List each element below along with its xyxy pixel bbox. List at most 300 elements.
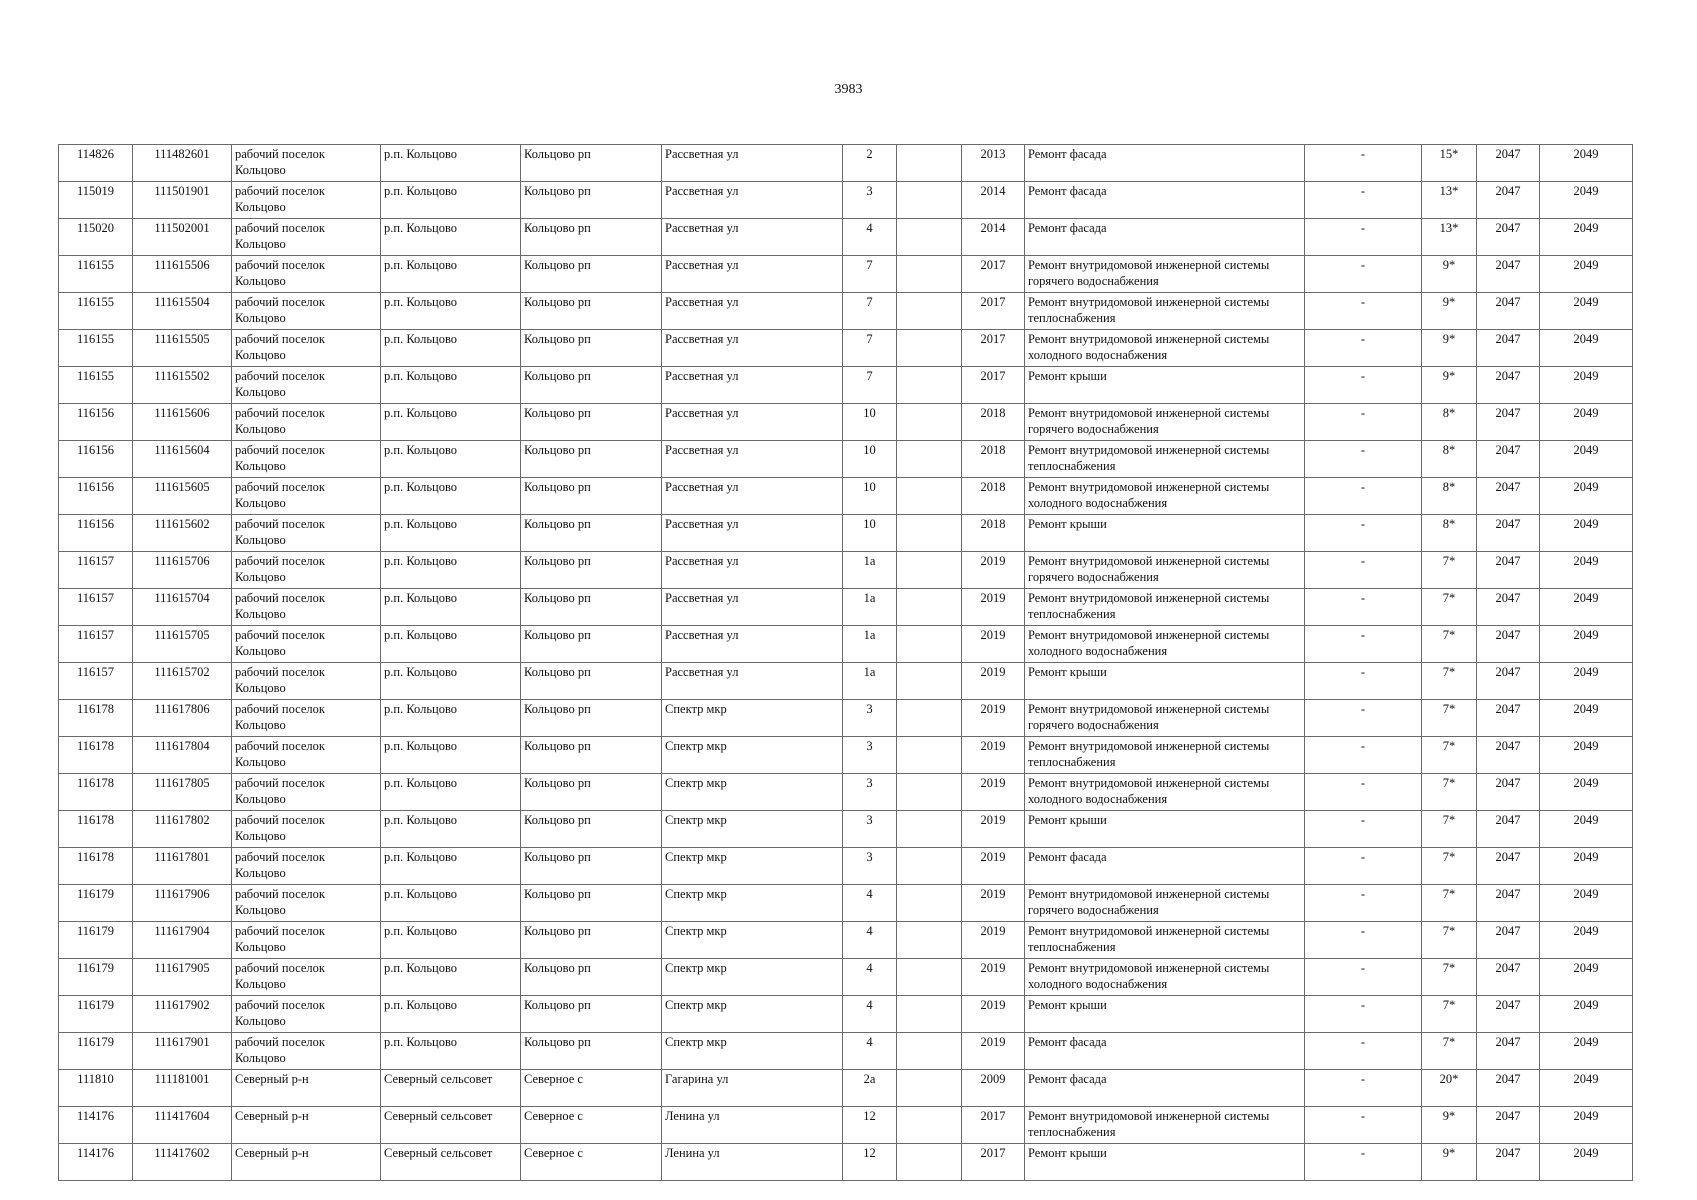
cell-year-from: 2047 xyxy=(1477,737,1540,774)
cell-year-from: 2047 xyxy=(1477,145,1540,182)
cell-period: 7* xyxy=(1422,848,1477,885)
cell-locality: Кольцово рп xyxy=(521,404,662,441)
cell-year: 2019 xyxy=(962,848,1025,885)
cell-year-to: 2049 xyxy=(1540,774,1633,811)
cell-locality: Кольцово рп xyxy=(521,922,662,959)
cell-dash: - xyxy=(1305,1070,1422,1107)
table-row xyxy=(59,1033,1633,1070)
cell-year-from: 2047 xyxy=(1477,367,1540,404)
cell-house-number: 10 xyxy=(843,515,897,552)
cell-street: Рассветная ул xyxy=(662,552,843,589)
cell-dash: - xyxy=(1305,552,1422,589)
cell-district: рабочий поселок Кольцово xyxy=(232,737,381,774)
cell-house-number: 4 xyxy=(843,219,897,256)
cell-year: 2019 xyxy=(962,959,1025,996)
cell-blank xyxy=(897,330,962,367)
cell-locality: Кольцово рп xyxy=(521,515,662,552)
cell-record-id: 111617901 xyxy=(133,1033,232,1070)
cell-record-id: 111617906 xyxy=(133,885,232,922)
cell-house-number: 4 xyxy=(843,885,897,922)
cell-dash: - xyxy=(1305,663,1422,700)
cell-year-to: 2049 xyxy=(1540,404,1633,441)
cell-blank xyxy=(897,367,962,404)
cell-settlement: р.п. Кольцово xyxy=(381,959,521,996)
cell-year: 2014 xyxy=(962,182,1025,219)
cell-year-to: 2049 xyxy=(1540,145,1633,182)
cell-district: рабочий поселок Кольцово xyxy=(232,700,381,737)
cell-house-number: 3 xyxy=(843,182,897,219)
cell-settlement: Северный сельсовет xyxy=(381,1070,521,1107)
cell-settlement: р.п. Кольцово xyxy=(381,367,521,404)
cell-work-type: Ремонт фасада xyxy=(1025,1070,1305,1107)
cell-year-to: 2049 xyxy=(1540,626,1633,663)
cell-record-id: 111615702 xyxy=(133,663,232,700)
cell-locality: Северное с xyxy=(521,1070,662,1107)
cell-work-type: Ремонт внутридомовой инженерной системы холодного водоснабжения xyxy=(1025,959,1305,996)
cell-house-number: 3 xyxy=(843,848,897,885)
cell-house-id: 116156 xyxy=(59,404,133,441)
cell-year: 2014 xyxy=(962,219,1025,256)
cell-settlement: р.п. Кольцово xyxy=(381,182,521,219)
cell-locality: Кольцово рп xyxy=(521,959,662,996)
cell-year: 2013 xyxy=(962,145,1025,182)
table-row xyxy=(59,885,1633,922)
cell-dash: - xyxy=(1305,626,1422,663)
cell-settlement: р.п. Кольцово xyxy=(381,922,521,959)
cell-blank xyxy=(897,626,962,663)
cell-year: 2019 xyxy=(962,700,1025,737)
cell-year-to: 2049 xyxy=(1540,219,1633,256)
cell-year-to: 2049 xyxy=(1540,663,1633,700)
cell-year-from: 2047 xyxy=(1477,663,1540,700)
cell-blank xyxy=(897,1107,962,1144)
cell-house-id: 116179 xyxy=(59,959,133,996)
cell-year-from: 2047 xyxy=(1477,1070,1540,1107)
cell-dash: - xyxy=(1305,996,1422,1033)
cell-period: 7* xyxy=(1422,589,1477,626)
cell-house-id: 116157 xyxy=(59,626,133,663)
cell-street: Спектр мкр xyxy=(662,774,843,811)
cell-work-type: Ремонт внутридомовой инженерной системы горячего водоснабжения xyxy=(1025,552,1305,589)
cell-year: 2019 xyxy=(962,626,1025,663)
cell-district: рабочий поселок Кольцово xyxy=(232,811,381,848)
cell-year: 2019 xyxy=(962,774,1025,811)
cell-district: рабочий поселок Кольцово xyxy=(232,219,381,256)
cell-year-to: 2049 xyxy=(1540,700,1633,737)
cell-record-id: 111615505 xyxy=(133,330,232,367)
cell-street: Рассветная ул xyxy=(662,441,843,478)
cell-record-id: 111617805 xyxy=(133,774,232,811)
cell-district: рабочий поселок Кольцово xyxy=(232,552,381,589)
cell-dash: - xyxy=(1305,774,1422,811)
cell-dash: - xyxy=(1305,404,1422,441)
cell-period: 7* xyxy=(1422,996,1477,1033)
cell-year-from: 2047 xyxy=(1477,404,1540,441)
cell-settlement: р.п. Кольцово xyxy=(381,626,521,663)
cell-dash: - xyxy=(1305,478,1422,515)
cell-house-id: 116155 xyxy=(59,256,133,293)
cell-settlement: р.п. Кольцово xyxy=(381,145,521,182)
cell-street: Рассветная ул xyxy=(662,515,843,552)
cell-period: 9* xyxy=(1422,330,1477,367)
cell-house-id: 116178 xyxy=(59,774,133,811)
cell-period: 7* xyxy=(1422,959,1477,996)
cell-district: рабочий поселок Кольцово xyxy=(232,182,381,219)
cell-locality: Кольцово рп xyxy=(521,1033,662,1070)
cell-work-type: Ремонт внутридомовой инженерной системы теплоснабжения xyxy=(1025,441,1305,478)
cell-house-number: 1а xyxy=(843,552,897,589)
table-row xyxy=(59,700,1633,737)
cell-record-id: 111482601 xyxy=(133,145,232,182)
cell-dash: - xyxy=(1305,182,1422,219)
cell-blank xyxy=(897,737,962,774)
cell-house-id: 116155 xyxy=(59,367,133,404)
cell-street: Рассветная ул xyxy=(662,478,843,515)
cell-district: рабочий поселок Кольцово xyxy=(232,441,381,478)
table-row xyxy=(59,1144,1633,1181)
cell-district: Северный р-н xyxy=(232,1070,381,1107)
cell-work-type: Ремонт фасада xyxy=(1025,848,1305,885)
cell-period: 7* xyxy=(1422,552,1477,589)
cell-locality: Кольцово рп xyxy=(521,626,662,663)
cell-year: 2017 xyxy=(962,1107,1025,1144)
cell-house-id: 116178 xyxy=(59,848,133,885)
cell-street: Ленина ул xyxy=(662,1107,843,1144)
cell-year-to: 2049 xyxy=(1540,330,1633,367)
cell-record-id: 111615504 xyxy=(133,293,232,330)
cell-street: Рассветная ул xyxy=(662,663,843,700)
cell-period: 15* xyxy=(1422,145,1477,182)
cell-record-id: 111617806 xyxy=(133,700,232,737)
cell-locality: Кольцово рп xyxy=(521,478,662,515)
cell-period: 7* xyxy=(1422,922,1477,959)
table-row xyxy=(59,959,1633,996)
cell-settlement: р.п. Кольцово xyxy=(381,589,521,626)
table-row xyxy=(59,219,1633,256)
cell-house-number: 1а xyxy=(843,626,897,663)
cell-record-id: 111615506 xyxy=(133,256,232,293)
cell-blank xyxy=(897,774,962,811)
table-row xyxy=(59,774,1633,811)
cell-house-id: 116178 xyxy=(59,700,133,737)
cell-house-id: 116157 xyxy=(59,552,133,589)
cell-locality: Кольцово рп xyxy=(521,182,662,219)
table-row xyxy=(59,404,1633,441)
cell-year-to: 2049 xyxy=(1540,367,1633,404)
table-row xyxy=(59,922,1633,959)
cell-locality: Северное с xyxy=(521,1107,662,1144)
cell-work-type: Ремонт внутридомовой инженерной системы теплоснабжения xyxy=(1025,1107,1305,1144)
cell-blank xyxy=(897,700,962,737)
table-row xyxy=(59,996,1633,1033)
cell-dash: - xyxy=(1305,922,1422,959)
cell-locality: Кольцово рп xyxy=(521,441,662,478)
cell-record-id: 111615705 xyxy=(133,626,232,663)
cell-dash: - xyxy=(1305,848,1422,885)
cell-street: Рассветная ул xyxy=(662,330,843,367)
cell-work-type: Ремонт внутридомовой инженерной системы теплоснабжения xyxy=(1025,922,1305,959)
cell-house-number: 10 xyxy=(843,441,897,478)
cell-year: 2019 xyxy=(962,589,1025,626)
cell-year-to: 2049 xyxy=(1540,811,1633,848)
cell-house-id: 116156 xyxy=(59,515,133,552)
cell-period: 9* xyxy=(1422,1144,1477,1181)
cell-year-to: 2049 xyxy=(1540,1070,1633,1107)
page-number: 3983 xyxy=(834,82,863,97)
cell-district: рабочий поселок Кольцово xyxy=(232,367,381,404)
cell-district: рабочий поселок Кольцово xyxy=(232,774,381,811)
cell-locality: Северное с xyxy=(521,1144,662,1181)
cell-house-id: 116155 xyxy=(59,330,133,367)
cell-settlement: р.п. Кольцово xyxy=(381,663,521,700)
cell-dash: - xyxy=(1305,1033,1422,1070)
cell-blank xyxy=(897,1033,962,1070)
cell-street: Спектр мкр xyxy=(662,922,843,959)
cell-record-id: 111617801 xyxy=(133,848,232,885)
cell-record-id: 111617904 xyxy=(133,922,232,959)
cell-street: Гагарина ул xyxy=(662,1070,843,1107)
cell-house-id: 116157 xyxy=(59,663,133,700)
cell-house-id: 114826 xyxy=(59,145,133,182)
cell-period: 8* xyxy=(1422,404,1477,441)
cell-house-number: 4 xyxy=(843,922,897,959)
cell-house-id: 116179 xyxy=(59,1033,133,1070)
cell-district: Северный р-н xyxy=(232,1144,381,1181)
cell-record-id: 111615706 xyxy=(133,552,232,589)
table-row xyxy=(59,626,1633,663)
cell-period: 20* xyxy=(1422,1070,1477,1107)
cell-period: 13* xyxy=(1422,182,1477,219)
cell-year: 2017 xyxy=(962,256,1025,293)
cell-year-to: 2049 xyxy=(1540,182,1633,219)
table-row xyxy=(59,663,1633,700)
cell-dash: - xyxy=(1305,367,1422,404)
cell-year-from: 2047 xyxy=(1477,478,1540,515)
cell-house-number: 2 xyxy=(843,145,897,182)
cell-year: 2019 xyxy=(962,663,1025,700)
cell-work-type: Ремонт фасада xyxy=(1025,145,1305,182)
cell-record-id: 111617804 xyxy=(133,737,232,774)
cell-house-id: 116178 xyxy=(59,737,133,774)
cell-settlement: р.п. Кольцово xyxy=(381,293,521,330)
cell-locality: Кольцово рп xyxy=(521,700,662,737)
cell-settlement: Северный сельсовет xyxy=(381,1107,521,1144)
cell-period: 7* xyxy=(1422,811,1477,848)
cell-work-type: Ремонт крыши xyxy=(1025,996,1305,1033)
cell-dash: - xyxy=(1305,885,1422,922)
cell-locality: Кольцово рп xyxy=(521,589,662,626)
cell-house-number: 10 xyxy=(843,404,897,441)
cell-blank xyxy=(897,848,962,885)
cell-year: 2018 xyxy=(962,478,1025,515)
cell-work-type: Ремонт крыши xyxy=(1025,663,1305,700)
cell-house-id: 111810 xyxy=(59,1070,133,1107)
cell-settlement: р.п. Кольцово xyxy=(381,848,521,885)
cell-work-type: Ремонт внутридомовой инженерной системы горячего водоснабжения xyxy=(1025,256,1305,293)
cell-street: Ленина ул xyxy=(662,1144,843,1181)
cell-year: 2017 xyxy=(962,330,1025,367)
cell-house-number: 1а xyxy=(843,663,897,700)
table-row xyxy=(59,441,1633,478)
cell-year-to: 2049 xyxy=(1540,996,1633,1033)
cell-locality: Кольцово рп xyxy=(521,811,662,848)
cell-record-id: 111615606 xyxy=(133,404,232,441)
cell-work-type: Ремонт крыши xyxy=(1025,1144,1305,1181)
cell-year-to: 2049 xyxy=(1540,589,1633,626)
cell-settlement: р.п. Кольцово xyxy=(381,811,521,848)
cell-period: 13* xyxy=(1422,219,1477,256)
cell-record-id: 111502001 xyxy=(133,219,232,256)
cell-house-id: 116179 xyxy=(59,996,133,1033)
cell-work-type: Ремонт внутридомовой инженерной системы горячего водоснабжения xyxy=(1025,404,1305,441)
cell-street: Спектр мкр xyxy=(662,1033,843,1070)
cell-work-type: Ремонт внутридомовой инженерной системы теплоснабжения xyxy=(1025,737,1305,774)
cell-year-from: 2047 xyxy=(1477,774,1540,811)
cell-locality: Кольцово рп xyxy=(521,219,662,256)
cell-period: 9* xyxy=(1422,1107,1477,1144)
cell-dash: - xyxy=(1305,145,1422,182)
cell-street: Рассветная ул xyxy=(662,293,843,330)
cell-house-id: 115019 xyxy=(59,182,133,219)
cell-year-from: 2047 xyxy=(1477,626,1540,663)
cell-house-number: 7 xyxy=(843,293,897,330)
cell-settlement: р.п. Кольцово xyxy=(381,256,521,293)
cell-house-id: 116156 xyxy=(59,478,133,515)
cell-year-to: 2049 xyxy=(1540,1033,1633,1070)
cell-year-from: 2047 xyxy=(1477,811,1540,848)
cell-street: Спектр мкр xyxy=(662,959,843,996)
cell-street: Спектр мкр xyxy=(662,737,843,774)
cell-street: Рассветная ул xyxy=(662,219,843,256)
cell-dash: - xyxy=(1305,1107,1422,1144)
cell-district: рабочий поселок Кольцово xyxy=(232,626,381,663)
cell-year-to: 2049 xyxy=(1540,515,1633,552)
cell-house-id: 116156 xyxy=(59,441,133,478)
cell-period: 7* xyxy=(1422,700,1477,737)
cell-year-to: 2049 xyxy=(1540,737,1633,774)
cell-year-to: 2049 xyxy=(1540,959,1633,996)
cell-year-from: 2047 xyxy=(1477,848,1540,885)
cell-year-from: 2047 xyxy=(1477,959,1540,996)
cell-work-type: Ремонт крыши xyxy=(1025,367,1305,404)
cell-district: рабочий поселок Кольцово xyxy=(232,589,381,626)
cell-street: Рассветная ул xyxy=(662,589,843,626)
cell-locality: Кольцово рп xyxy=(521,996,662,1033)
cell-dash: - xyxy=(1305,737,1422,774)
cell-street: Рассветная ул xyxy=(662,404,843,441)
cell-dash: - xyxy=(1305,441,1422,478)
cell-year: 2019 xyxy=(962,1033,1025,1070)
cell-dash: - xyxy=(1305,1144,1422,1181)
cell-district: рабочий поселок Кольцово xyxy=(232,145,381,182)
cell-street: Спектр мкр xyxy=(662,885,843,922)
cell-year-from: 2047 xyxy=(1477,700,1540,737)
cell-district: рабочий поселок Кольцово xyxy=(232,922,381,959)
cell-blank xyxy=(897,478,962,515)
table-row xyxy=(59,293,1633,330)
cell-year-to: 2049 xyxy=(1540,293,1633,330)
cell-year-from: 2047 xyxy=(1477,219,1540,256)
cell-settlement: р.п. Кольцово xyxy=(381,737,521,774)
cell-street: Спектр мкр xyxy=(662,996,843,1033)
cell-year-from: 2047 xyxy=(1477,330,1540,367)
cell-locality: Кольцово рп xyxy=(521,367,662,404)
cell-dash: - xyxy=(1305,330,1422,367)
cell-dash: - xyxy=(1305,219,1422,256)
cell-year-from: 2047 xyxy=(1477,256,1540,293)
cell-period: 9* xyxy=(1422,293,1477,330)
cell-work-type: Ремонт внутридомовой инженерной системы горячего водоснабжения xyxy=(1025,700,1305,737)
table-row xyxy=(59,367,1633,404)
cell-blank xyxy=(897,441,962,478)
cell-blank xyxy=(897,182,962,219)
cell-year-to: 2049 xyxy=(1540,441,1633,478)
cell-blank xyxy=(897,404,962,441)
table-row xyxy=(59,589,1633,626)
cell-year-from: 2047 xyxy=(1477,182,1540,219)
cell-settlement: р.п. Кольцово xyxy=(381,774,521,811)
cell-blank xyxy=(897,293,962,330)
cell-house-number: 10 xyxy=(843,478,897,515)
cell-district: рабочий поселок Кольцово xyxy=(232,256,381,293)
cell-blank xyxy=(897,589,962,626)
cell-house-number: 12 xyxy=(843,1107,897,1144)
cell-locality: Кольцово рп xyxy=(521,330,662,367)
cell-year-from: 2047 xyxy=(1477,441,1540,478)
cell-district: рабочий поселок Кольцово xyxy=(232,515,381,552)
cell-period: 9* xyxy=(1422,367,1477,404)
cell-record-id: 111181001 xyxy=(133,1070,232,1107)
cell-house-number: 4 xyxy=(843,1033,897,1070)
cell-blank xyxy=(897,145,962,182)
cell-house-number: 3 xyxy=(843,811,897,848)
cell-year: 2019 xyxy=(962,996,1025,1033)
cell-work-type: Ремонт фасада xyxy=(1025,182,1305,219)
cell-year-from: 2047 xyxy=(1477,885,1540,922)
cell-year-to: 2049 xyxy=(1540,478,1633,515)
table-row xyxy=(59,811,1633,848)
table-row xyxy=(59,848,1633,885)
cell-record-id: 111615604 xyxy=(133,441,232,478)
cell-record-id: 111617802 xyxy=(133,811,232,848)
cell-street: Рассветная ул xyxy=(662,145,843,182)
cell-district: рабочий поселок Кольцово xyxy=(232,1033,381,1070)
cell-locality: Кольцово рп xyxy=(521,774,662,811)
cell-dash: - xyxy=(1305,293,1422,330)
cell-period: 7* xyxy=(1422,1033,1477,1070)
cell-year-from: 2047 xyxy=(1477,515,1540,552)
cell-street: Спектр мкр xyxy=(662,848,843,885)
cell-house-number: 3 xyxy=(843,774,897,811)
cell-blank xyxy=(897,959,962,996)
cell-district: рабочий поселок Кольцово xyxy=(232,330,381,367)
cell-year: 2018 xyxy=(962,515,1025,552)
cell-blank xyxy=(897,1070,962,1107)
repair-schedule-table xyxy=(58,144,1633,1181)
cell-house-number: 4 xyxy=(843,959,897,996)
cell-blank xyxy=(897,515,962,552)
cell-settlement: р.п. Кольцово xyxy=(381,441,521,478)
cell-house-number: 7 xyxy=(843,256,897,293)
cell-district: рабочий поселок Кольцово xyxy=(232,885,381,922)
cell-settlement: р.п. Кольцово xyxy=(381,552,521,589)
cell-year-from: 2047 xyxy=(1477,293,1540,330)
cell-street: Рассветная ул xyxy=(662,256,843,293)
cell-blank xyxy=(897,663,962,700)
cell-period: 8* xyxy=(1422,441,1477,478)
cell-year-to: 2049 xyxy=(1540,552,1633,589)
cell-locality: Кольцово рп xyxy=(521,737,662,774)
